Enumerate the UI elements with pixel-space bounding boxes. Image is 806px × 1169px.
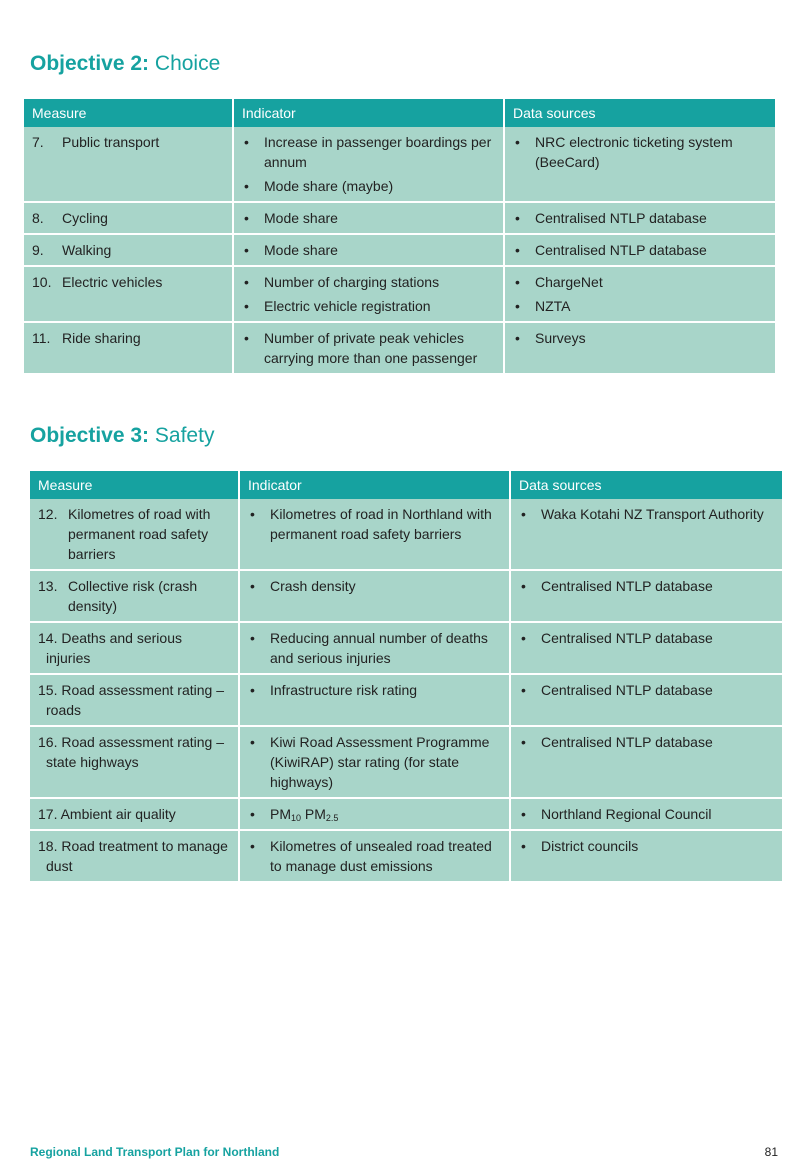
indicator-item: • Infrastructure risk rating <box>248 680 501 700</box>
header-measure: Measure <box>24 99 233 127</box>
indicator-item: • Reducing annual number of deaths and serious injuries <box>248 628 501 668</box>
data-source-cell <box>510 570 782 622</box>
data-source-item: • NZTA <box>513 296 767 316</box>
indicator-item: • Increase in passenger boardings per annum <box>242 132 495 172</box>
pm10-subscript: 10 <box>291 813 302 823</box>
measure-number: 10. <box>32 274 52 290</box>
measure-number: 11. <box>32 330 51 346</box>
page-number: 81 <box>764 1145 778 1159</box>
header-measure: Measure <box>30 471 239 499</box>
data-source-item: • Northland Regional Council <box>519 804 774 824</box>
header-data-sources: Data sources <box>510 471 782 499</box>
objective-3-name: Safety <box>154 424 215 447</box>
measure-text: 14. Deaths and serious injuries <box>38 630 182 666</box>
objective-2-label: Objective 2: <box>30 52 150 75</box>
pm25-label: PM <box>301 806 326 822</box>
table-row <box>30 674 782 726</box>
indicator-cell <box>239 798 510 830</box>
indicator-cell <box>233 266 504 322</box>
objective-3-table <box>30 471 782 881</box>
table-header-row <box>30 471 782 499</box>
indicator-item: • Mode share <box>242 240 495 260</box>
data-source-item: • Centralised NTLP database <box>513 240 767 260</box>
measure-cell <box>30 499 239 570</box>
data-source-cell <box>504 322 775 373</box>
measure-cell <box>30 798 239 830</box>
measure-text: Ride sharing <box>62 330 141 346</box>
indicator-cell <box>233 234 504 266</box>
measure-text: Public transport <box>62 134 160 150</box>
data-source-item: • Centralised NTLP database <box>513 208 767 228</box>
indicator-item: • Mode share <box>242 208 495 228</box>
table-row <box>24 266 775 322</box>
indicator-cell <box>239 499 510 570</box>
objective-3-heading <box>30 424 214 448</box>
measure-text: Electric vehicles <box>62 274 163 290</box>
data-source-item: • NRC electronic ticketing system (BeeCard) <box>513 132 767 172</box>
indicator-item: • Number of private peak vehicles carrying more than one passenger <box>242 328 495 368</box>
measure-number: 7. <box>32 134 44 150</box>
table-row <box>30 830 782 881</box>
table-row <box>30 622 782 674</box>
objective-3-label: Objective 3: <box>30 424 150 447</box>
data-source-item: • Waka Kotahi NZ Transport Authority <box>519 504 774 524</box>
measure-cell <box>30 726 239 798</box>
indicator-cell <box>233 127 504 202</box>
indicator-cell <box>233 322 504 373</box>
pm10-label: PM <box>270 806 291 822</box>
indicator-cell <box>239 674 510 726</box>
data-source-cell <box>504 127 775 202</box>
measure-text: 16. Road assessment rating – state highways <box>38 734 224 770</box>
indicator-cell <box>239 726 510 798</box>
measure-text: Kilometres of road with permanent road safety barriers <box>68 506 211 562</box>
measure-cell <box>30 674 239 726</box>
indicator-item: • Crash density <box>248 576 501 596</box>
table-row <box>24 127 775 202</box>
measure-cell <box>30 570 239 622</box>
data-source-cell <box>510 499 782 570</box>
table-row <box>30 726 782 798</box>
data-source-cell <box>510 798 782 830</box>
data-source-cell <box>510 726 782 798</box>
measure-cell <box>24 234 233 266</box>
indicator-item: • Kiwi Road Assessment Programme (KiwiRAP) star rating (for state highways) <box>248 732 501 792</box>
header-data-sources: Data sources <box>504 99 775 127</box>
objective-2-table <box>24 99 775 373</box>
measure-cell <box>30 622 239 674</box>
measure-cell <box>30 830 239 881</box>
table-row <box>30 798 782 830</box>
data-source-cell <box>510 674 782 726</box>
footer-title: Regional Land Transport Plan for Northland <box>30 1145 280 1159</box>
table-row <box>24 322 775 373</box>
table-row <box>30 499 782 570</box>
measure-cell <box>24 322 233 373</box>
measure-cell <box>24 266 233 322</box>
measure-text: 15. Road assessment rating – roads <box>38 682 224 718</box>
indicator-cell <box>239 622 510 674</box>
measure-text: 17. Ambient air quality <box>38 806 176 822</box>
indicator-item: • Kilometres of unsealed road treated to manage dust emissions <box>248 836 501 876</box>
measure-text: Walking <box>62 242 112 258</box>
measure-number: 13. <box>38 578 58 594</box>
measure-text: 18. Road treatment to manage dust <box>38 838 228 874</box>
measure-text: Collective risk (crash density) <box>68 578 198 614</box>
header-indicator: Indicator <box>239 471 510 499</box>
data-source-cell <box>510 830 782 881</box>
data-source-cell <box>510 622 782 674</box>
data-source-cell <box>504 234 775 266</box>
data-source-item: • District councils <box>519 836 774 856</box>
indicator-item: • Electric vehicle registration <box>242 296 495 316</box>
measure-number: 9. <box>32 242 44 258</box>
data-source-item: • Centralised NTLP database <box>519 680 774 700</box>
pm25-subscript: 2.5 <box>325 813 339 823</box>
data-source-cell <box>504 202 775 234</box>
measure-cell <box>24 202 233 234</box>
indicator-cell <box>239 570 510 622</box>
indicator-item <box>248 804 501 824</box>
objective-2-name: Choice <box>154 52 221 75</box>
data-source-item: • ChargeNet <box>513 272 767 292</box>
indicator-item: • Kilometres of road in Northland with permanent road safety barriers <box>248 504 501 544</box>
data-source-item: • Surveys <box>513 328 767 348</box>
table-header-row <box>24 99 775 127</box>
measure-cell <box>24 127 233 202</box>
table-row <box>30 570 782 622</box>
data-source-item: • Centralised NTLP database <box>519 628 774 648</box>
data-source-item: • Centralised NTLP database <box>519 732 774 752</box>
indicator-item: • Mode share (maybe) <box>242 176 495 196</box>
table-row <box>24 234 775 266</box>
indicator-item: • Number of charging stations <box>242 272 495 292</box>
measure-number: 8. <box>32 210 44 226</box>
header-indicator: Indicator <box>233 99 504 127</box>
indicator-cell <box>233 202 504 234</box>
measure-number: 12. <box>38 506 58 522</box>
table-row <box>24 202 775 234</box>
data-source-cell <box>504 266 775 322</box>
objective-2-heading <box>30 52 220 76</box>
data-source-item: • Centralised NTLP database <box>519 576 774 596</box>
measure-text: Cycling <box>62 210 108 226</box>
indicator-cell <box>239 830 510 881</box>
